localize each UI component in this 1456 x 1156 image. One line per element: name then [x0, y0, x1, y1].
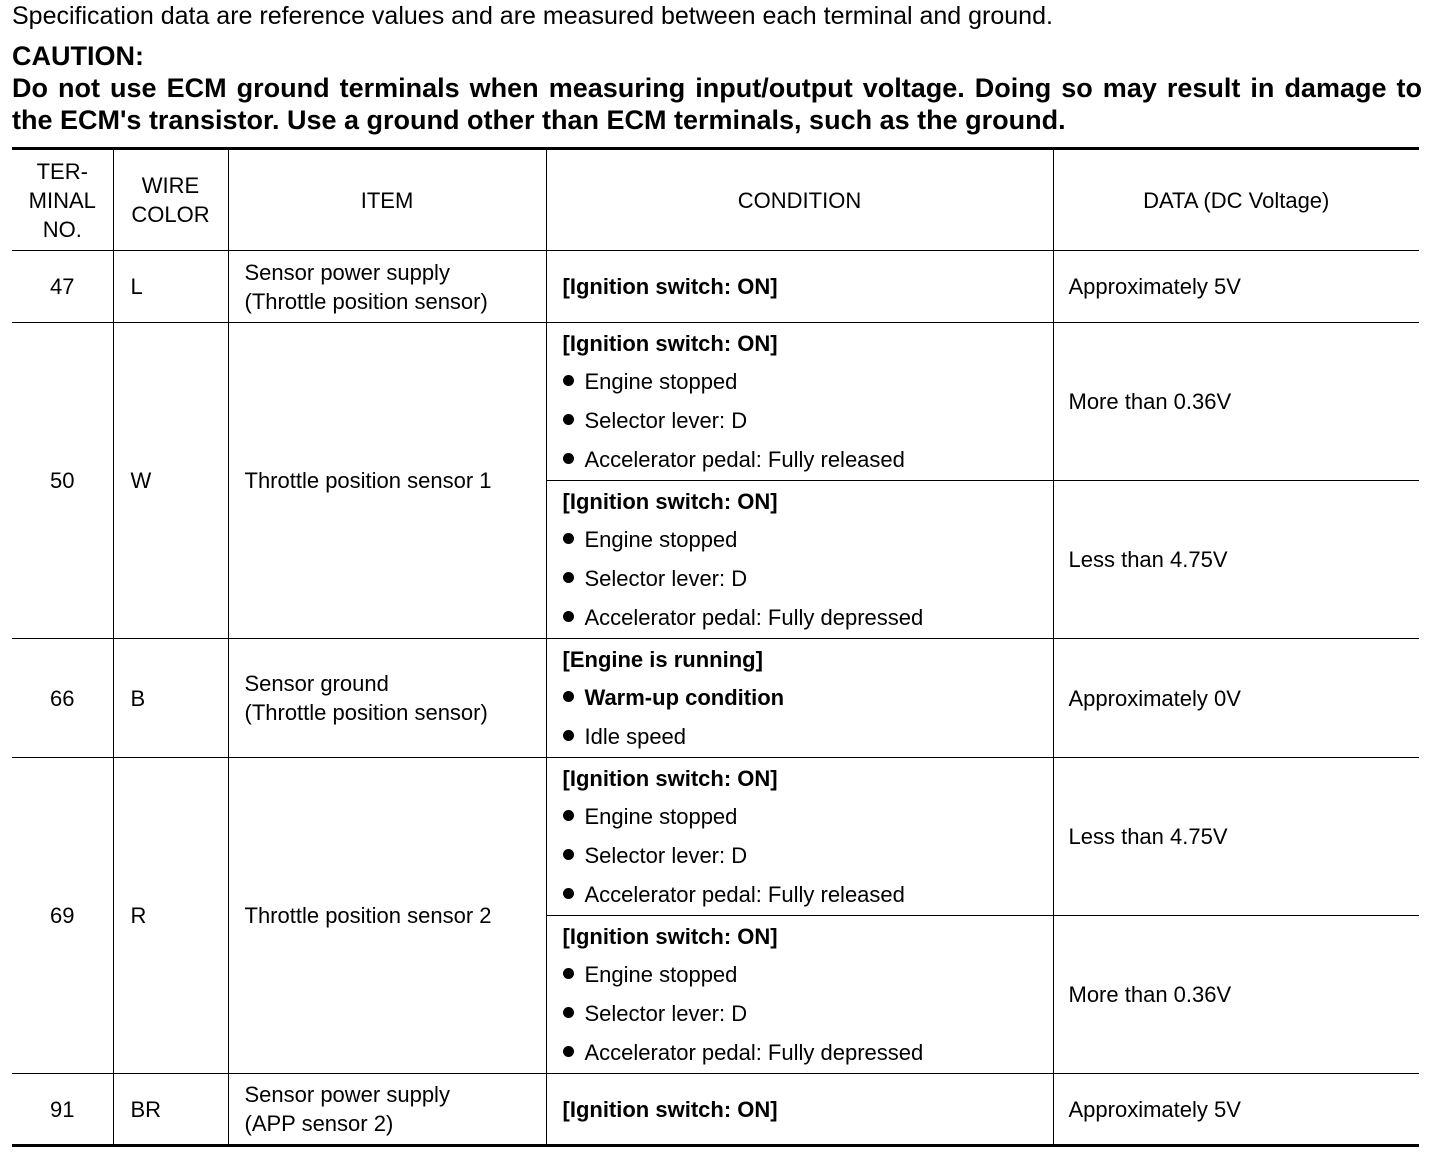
wire-color-cell: BR [113, 1074, 228, 1146]
condition-bullet-text: Accelerator pedal: Fully released [584, 881, 905, 907]
bullet-dot-icon [563, 730, 574, 741]
item-cell [228, 1074, 546, 1146]
condition-bullet-text: Idle speed [584, 723, 687, 749]
bullet-dot-icon [563, 533, 574, 544]
data-voltage-cell: Less than 4.75V [1053, 481, 1419, 639]
header-terminal-line: MINAL [28, 187, 96, 213]
condition-title: [Ignition switch: ON] [562, 765, 778, 791]
item-line: Throttle position sensor 1 [244, 468, 492, 493]
condition-bullet-text: Engine stopped [584, 368, 738, 394]
item-line: Sensor power supply [244, 259, 450, 285]
wire-color-cell: L [113, 251, 228, 323]
header-wire-line: COLOR [131, 202, 210, 227]
header-item: ITEM [228, 149, 546, 251]
bullet-dot-icon [563, 453, 574, 464]
condition-title: [Ignition switch: ON] [562, 488, 778, 514]
condition-title: [Engine is running] [562, 646, 763, 672]
header-terminal-no [12, 149, 113, 251]
condition-bullet [563, 362, 1053, 401]
table-row [12, 758, 1419, 916]
item-cell [228, 323, 546, 639]
condition-bullet [563, 836, 1053, 875]
condition-bullet [563, 875, 1053, 914]
terminal-no-cell: 47 [12, 251, 113, 323]
condition-bullet-text: Selector lever: D [584, 1000, 748, 1026]
data-voltage-cell: Approximately 5V [1053, 251, 1419, 323]
terminal-no-cell: 66 [12, 639, 113, 758]
item-line: (APP sensor 2) [244, 1111, 394, 1136]
spec-table-body [12, 149, 1419, 1146]
caution-heading: CAUTION: [12, 41, 144, 71]
condition-cell [546, 916, 1053, 1074]
data-voltage-cell: More than 0.36V [1053, 323, 1419, 481]
table-row [12, 323, 1419, 481]
terminal-no-cell: 50 [12, 323, 113, 639]
condition-cell [546, 251, 1053, 323]
data-voltage-cell: More than 0.36V [1053, 916, 1419, 1074]
header-terminal-line: TER- [36, 158, 88, 184]
condition-bullet [563, 440, 1053, 479]
data-voltage-cell: Approximately 5V [1053, 1074, 1419, 1146]
condition-title: [Ignition switch: ON] [562, 330, 778, 356]
condition-bullet-text: Engine stopped [584, 526, 738, 552]
bullet-dot-icon [563, 691, 574, 702]
header-condition: CONDITION [546, 149, 1053, 251]
bullet-dot-icon [563, 888, 574, 899]
item-line: Throttle position sensor 2 [244, 903, 492, 928]
condition-bullet [563, 598, 1053, 637]
item-line: Sensor ground [244, 671, 389, 696]
bullet-dot-icon [563, 414, 574, 425]
header-wire-line: WIRE [141, 173, 200, 198]
data-voltage-cell: Approximately 0V [1053, 639, 1419, 758]
bullet-dot-icon [563, 1046, 574, 1057]
data-voltage-cell: Less than 4.75V [1053, 758, 1419, 916]
condition-bullet [563, 994, 1053, 1033]
condition-bullet [563, 520, 1053, 559]
condition-cell [546, 323, 1053, 481]
bullet-dot-icon [563, 1007, 574, 1018]
condition-bullet-text: Accelerator pedal: Fully depressed [584, 604, 924, 630]
wire-color-cell: R [113, 758, 228, 1074]
terminal-no-cell: 91 [12, 1074, 113, 1146]
condition-bullet-text: Selector lever: D [584, 565, 748, 591]
table-header-row [12, 149, 1419, 251]
item-cell [228, 758, 546, 1074]
bullet-dot-icon [563, 849, 574, 860]
bullet-dot-icon [563, 611, 574, 622]
intro-text: Specification data are reference values and are measured between each terminal and ground. [12, 2, 1053, 30]
wire-color-cell: B [113, 639, 228, 758]
condition-title: [Ignition switch: ON] [562, 923, 778, 949]
table-row [12, 639, 1419, 758]
condition-title: [Ignition switch: ON] [562, 1096, 778, 1122]
condition-bullet [563, 1033, 1053, 1072]
table-row [12, 1074, 1419, 1146]
item-cell [228, 251, 546, 323]
bullet-dot-icon [563, 968, 574, 979]
condition-cell [546, 639, 1053, 758]
condition-bullet [563, 559, 1053, 598]
bullet-dot-icon [563, 572, 574, 583]
condition-bullet-text: Engine stopped [584, 961, 738, 987]
condition-bullet-text: Engine stopped [584, 803, 738, 829]
condition-bullet [563, 717, 1053, 756]
condition-cell [546, 1074, 1053, 1146]
item-line: Sensor power supply [244, 1082, 450, 1107]
terminal-spec-table [12, 147, 1419, 1147]
condition-bullet-text: Warm-up condition [584, 684, 785, 710]
condition-bullet [563, 955, 1053, 994]
condition-bullet-text: Accelerator pedal: Fully depressed [584, 1039, 924, 1065]
caution-text: Do not use ECM ground terminals when measuring input/output voltage. Doing so may result in damage to the ECM's transistor. Use a ground other than ECM terminals, such as the ground. [12, 73, 1422, 135]
bullet-dot-icon [563, 375, 574, 386]
condition-bullet [563, 678, 1053, 717]
header-terminal-line: NO. [42, 216, 82, 242]
condition-bullet [563, 797, 1053, 836]
condition-bullet-text: Accelerator pedal: Fully released [584, 446, 905, 472]
condition-bullet-text: Selector lever: D [584, 842, 748, 868]
terminal-no-cell: 69 [12, 758, 113, 1074]
condition-cell [546, 758, 1053, 916]
header-wire-color [113, 149, 228, 251]
header-data: DATA (DC Voltage) [1053, 149, 1419, 251]
condition-cell [546, 481, 1053, 639]
wire-color-cell: W [113, 323, 228, 639]
spec-table [12, 147, 1419, 1147]
item-line: (Throttle position sensor) [244, 700, 488, 725]
condition-bullet [563, 401, 1053, 440]
table-row [12, 251, 1419, 323]
item-cell [228, 639, 546, 758]
condition-title: [Ignition switch: ON] [562, 274, 778, 299]
condition-bullet-text: Selector lever: D [584, 407, 748, 433]
item-line: (Throttle position sensor) [244, 288, 488, 314]
bullet-dot-icon [563, 810, 574, 821]
